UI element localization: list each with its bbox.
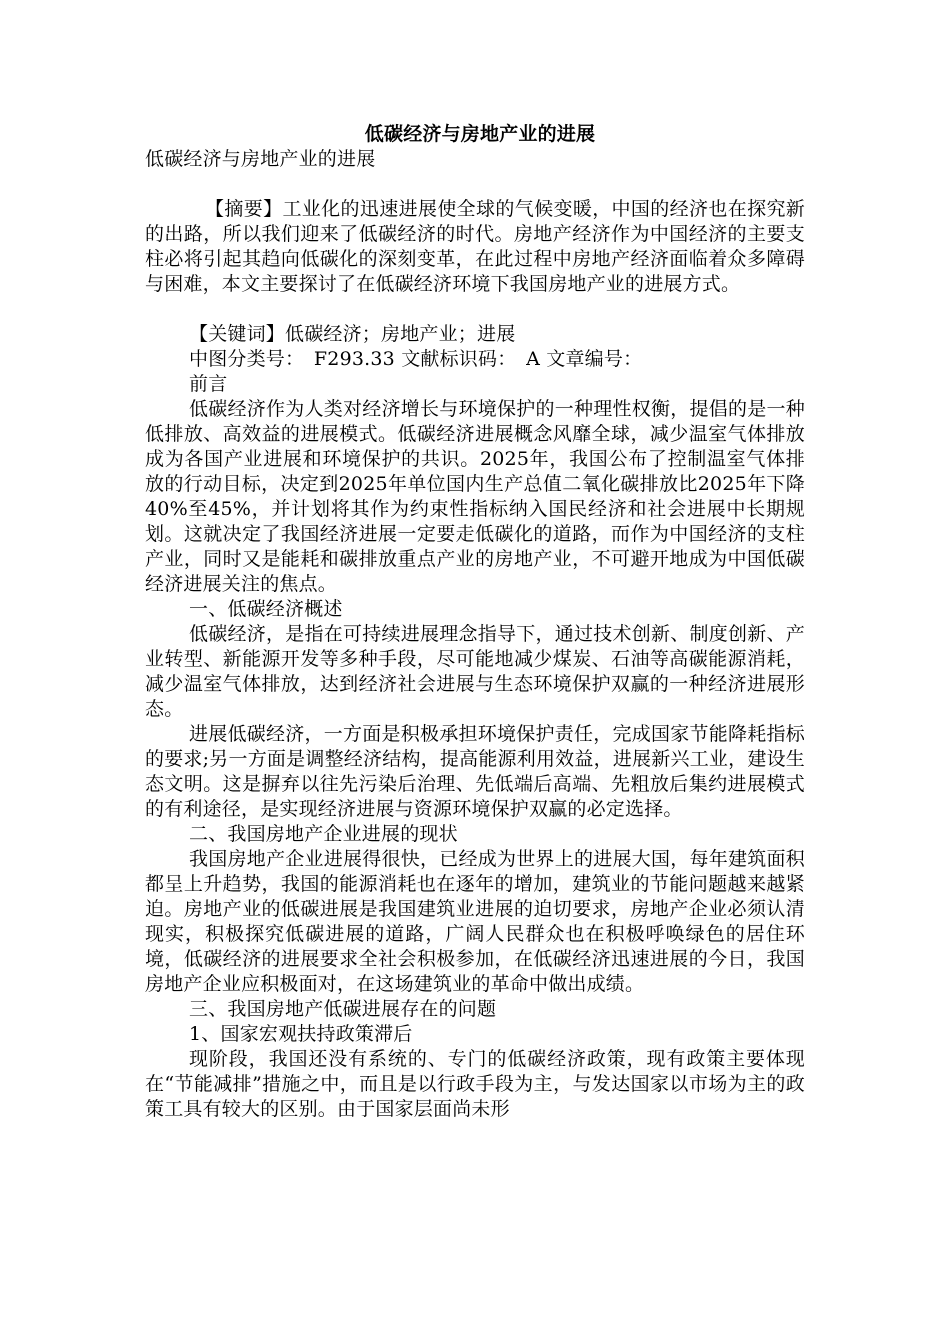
section3-heading: 三、我国房地产低碳进展存在的问题 bbox=[189, 998, 497, 1020]
section3-subheading-1: 1、国家宏观扶持政策滞后 bbox=[189, 1023, 413, 1045]
section2-paragraph-1: 我国房地产企业进展得很快，已经成为世界上的进展大国，每年建筑面积都呈上升趋势，我国的能源消耗也在逐年的增加，建筑业的节能问题越来越紧迫。房地产业的低碳进展是我国建筑业进展的迫切要求，房地产企业必须认清现实，积极探究低碳进展的道路，广阔人民群众也在积极呼唤绿色的居住环境，低碳经济的进展要求全社会积极参加，在低碳经济迅速进展的今日，我国房地产企业应积极面对，在这场建筑业的革命中做出成绩。 bbox=[145, 848, 805, 995]
classification-line: 中图分类号： F293.33 文献标识码： A 文章编号： bbox=[189, 348, 643, 370]
section1-paragraph-1: 低碳经济，是指在可持续进展理念指导下，通过技术创新、制度创新、产业转型、新能源开发等多种手段，尽可能地减少煤炭、石油等高碳能源消耗，减少温室气体排放，达到经济社会进展与生态环境保护双赢的一种经济进展形态。 bbox=[145, 623, 805, 720]
section2-heading: 二、我国房地产企业进展的现状 bbox=[189, 823, 458, 845]
keywords-line: 【关键词】低碳经济；房地产业；进展 bbox=[189, 323, 516, 345]
section3-paragraph-1: 现阶段，我国还没有系统的、专门的低碳经济政策，现有政策主要体现在“节能减排”措施之中，而且是以行政手段为主，与发达国家以市场为主的政策工具有较大的区别。由于国家层面尚未形 bbox=[145, 1048, 805, 1120]
document-subtitle: 低碳经济与房地产业的进展 bbox=[145, 148, 376, 170]
abstract-paragraph: 【摘要】工业化的迅速进展使全球的气候变暖，中国的经济也在探究新的出路，所以我们迎来了低碳经济的时代。房地产经济作为中国经济的主要支柱必将引起其趋向低碳化的深刻变革，在此过程中房地产经济面临着众多障碍与困难，本文主要探讨了在低碳经济环境下我国房地产业的进展方式。 bbox=[145, 198, 805, 295]
document-page bbox=[145, 122, 805, 1122]
document-title: 低碳经济与房地产业的进展 bbox=[364, 123, 596, 145]
section1-heading: 一、低碳经济概述 bbox=[189, 598, 343, 620]
preface-heading: 前言 bbox=[189, 373, 228, 395]
section1-paragraph-2: 进展低碳经济，一方面是积极承担环境保护责任，完成国家节能降耗指标的要求;另一方面是调整经济结构，提高能源利用效益，进展新兴工业，建设生态文明。这是摒弃以往先污染后治理、先低端后高端、先粗放后集约进展模式的有利途径，是实现经济进展与资源环境保护双赢的必定选择。 bbox=[145, 723, 805, 820]
preface-paragraph: 低碳经济作为人类对经济增长与环境保护的一种理性权衡，提倡的是一种低排放、高效益的进展模式。低碳经济进展概念风靡全球，减少温室气体排放成为各国产业进展和环境保护的共识。2025年，我国公布了控制温室气体排放的行动目标，决定到2025年单位国内生产总值二氧化碳排放比2025年下降40%至45%，并计划将其作为约束性指标纳入国民经济和社会进展中长期规划。这就决定了我国经济进展一定要走低碳化的道路，而作为中国经济的支柱产业，同时又是能耗和碳排放重点产业的房地产业，不可避开地成为中国低碳经济进展关注的焦点。 bbox=[145, 398, 805, 595]
